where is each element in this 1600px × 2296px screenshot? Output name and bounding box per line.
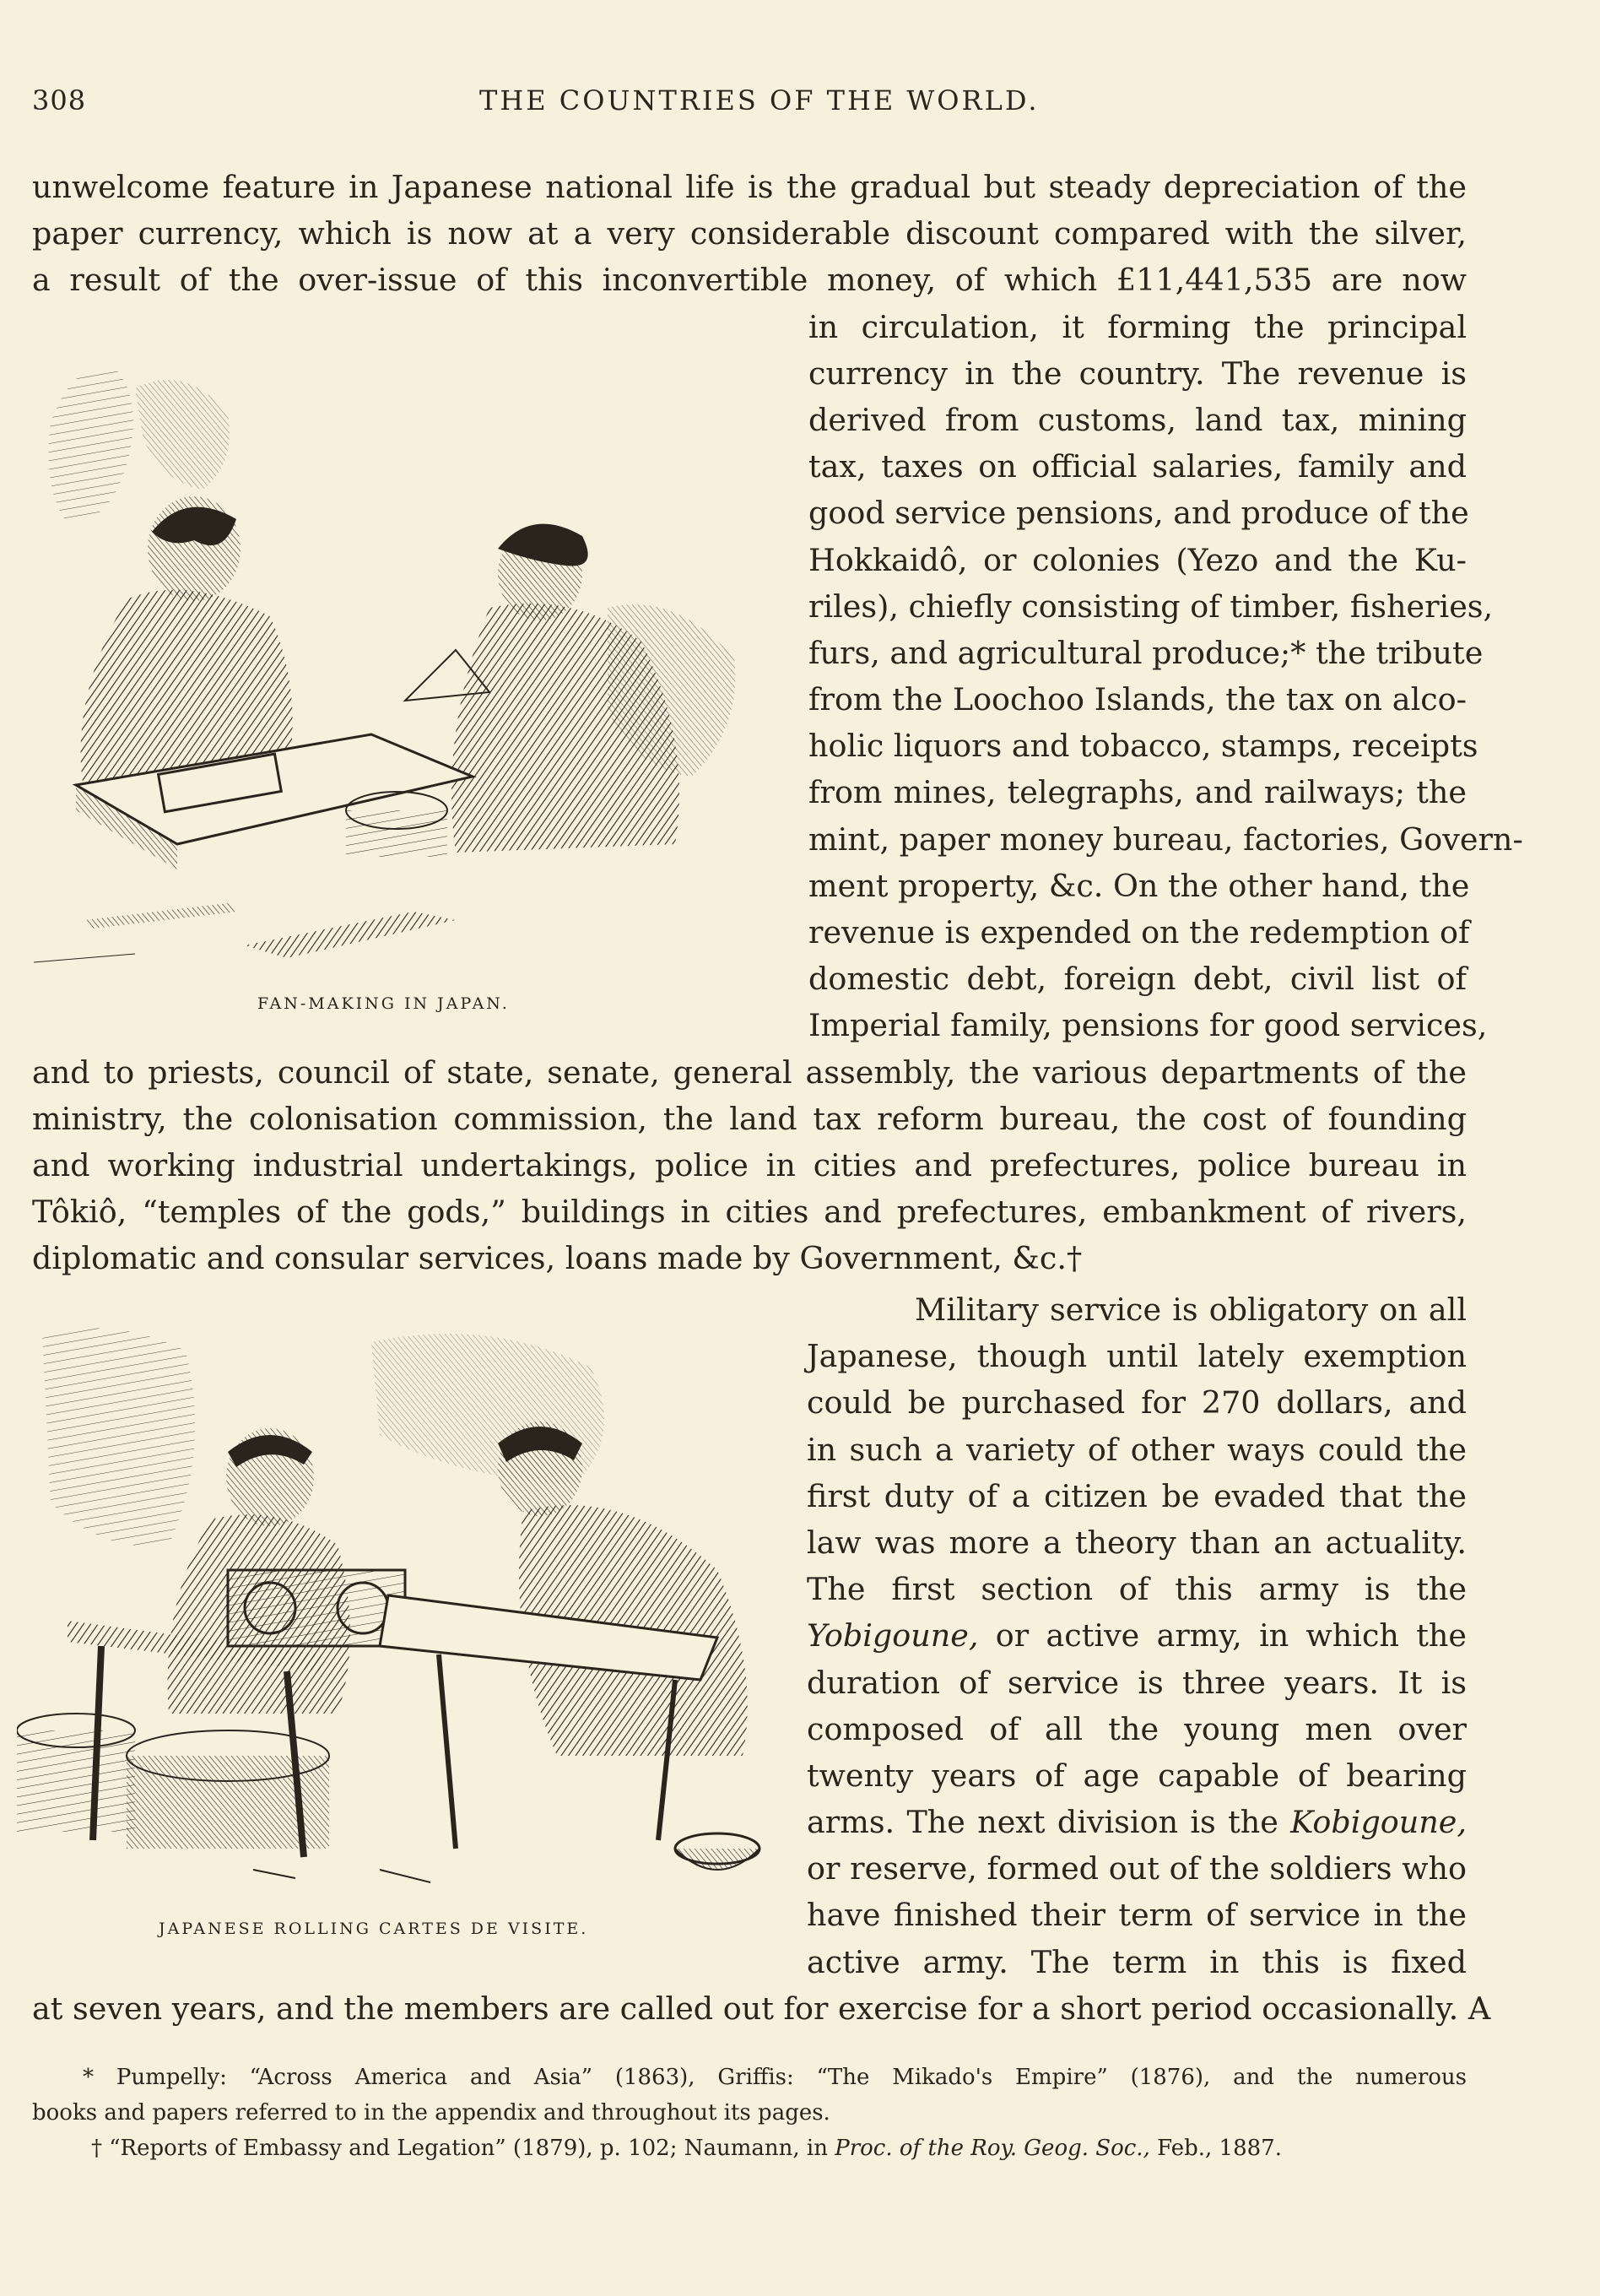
text-line (32, 1985, 1491, 2032)
text-line: mint, paper money bureau, factories, Govern- (808, 820, 1523, 858)
text-line: a result of the over-issue of this inconvertible money, of which £11,441,535 are now (32, 262, 1467, 299)
text-line: Tôkiô, “temples of the gods,” buildings in cities and prefectures, embankment of rivers, (32, 1194, 1467, 1231)
text-line: paper currency, which is now at a very considerable discount compared with the silver, (32, 215, 1467, 252)
text-line: diplomatic and consular services, loans made by Government, &c.† (32, 1240, 1083, 1277)
text-line: active army. The term in this is fixed (807, 1943, 1467, 1980)
journal-title: Proc. of the Roy. Geog. Soc., (835, 2136, 1150, 2161)
footnote-1-line: * Pumpelly: “Across America and Asia” (1863), Griffis: “The Mikado's Empire” (1876), and the numerous (83, 2065, 1467, 2090)
page-number: 308 (32, 84, 87, 116)
text-line: duration of service is three years. It is (807, 1664, 1467, 1701)
text-line: currency in the country. The revenue is (808, 355, 1467, 392)
text-line: riles), chiefly consisting of timber, fisheries, (808, 588, 1494, 625)
footnote-1-line: books and papers referred to in the appendix and throughout its pages. (32, 2100, 830, 2125)
illustration-rolling-cartes (17, 1317, 768, 1891)
footnote-text: † “Reports of Embassy and Legation” (1879), p. 102; Naumann, in (91, 2136, 835, 2161)
text-line: unwelcome feature in Japanese national life is the gradual but steady depreciation of the (32, 169, 1467, 205)
text-line: and working industrial undertakings, police in cities and prefectures, police bureau in (32, 1146, 1467, 1183)
text-line: Military service is obligatory on all (915, 1292, 1467, 1328)
text-line: The first section of this army is the (807, 1571, 1467, 1608)
text-span: arms. The next division is the (807, 1804, 1291, 1841)
text-line: Hokkaidô, or colonies (Yezo and the Ku- (808, 541, 1467, 578)
figure-caption-rolling-cartes: JAPANESE ROLLING CARTES DE VISITE. (159, 1920, 589, 1938)
text-line: could be purchased for 270 dollars, and (807, 1384, 1467, 1421)
figure-caption-fan-making: FAN-MAKING IN JAPAN. (257, 994, 510, 1013)
text-span: or active army, in which the (978, 1617, 1467, 1654)
text-line: twenty years of age capable of bearing (807, 1757, 1467, 1794)
text-line: ministry, the colonisation commission, the land tax reform bureau, the cost of founding (32, 1100, 1467, 1137)
text-line: law was more a theory than an actuality. (807, 1524, 1467, 1561)
running-title: THE COUNTRIES OF THE WORLD. (479, 84, 1040, 116)
text-line: domestic debt, foreign debt, civil list of (808, 961, 1467, 998)
text-line: from mines, telegraphs, and railways; the (808, 774, 1467, 811)
term-kobigoune: Kobigoune, (1290, 1804, 1467, 1841)
footnote-text: Feb., 1887. (1149, 2136, 1282, 2161)
text-line: Imperial family, pensions for good services, (808, 1007, 1488, 1044)
text-line: furs, and agricultural produce;* the tribute (808, 634, 1484, 671)
text-line: in such a variety of other ways could the (807, 1431, 1467, 1468)
illustration-fan-making (17, 338, 759, 988)
text-line (807, 1799, 1467, 1845)
text-line: derived from customs, land tax, mining (808, 401, 1467, 438)
text-line (807, 1612, 1467, 1659)
text-line: Japanese, though until lately exemption (807, 1338, 1467, 1375)
text-line: from the Loochoo Islands, the tax on alco- (808, 681, 1467, 718)
text-line: tax, taxes on official salaries, family and (808, 448, 1467, 485)
text-line: in circulation, it forming the principal (808, 308, 1467, 345)
term-yobigoune: Yobigoune, (807, 1617, 979, 1654)
text-line: composed of all the young men over (807, 1710, 1467, 1747)
running-head (32, 84, 1467, 127)
text-line: and to priests, council of state, senate, general assembly, the various departments of the (32, 1053, 1467, 1091)
text-line: holic liquors and tobacco, stamps, receipts (808, 728, 1478, 765)
rolling-cartes-engraving (17, 1317, 768, 1891)
text-line: or reserve, formed out of the soldiers who (807, 1850, 1467, 1887)
text-line: revenue is expended on the redemption of (808, 914, 1470, 950)
text-line: ment property, &c. On the other hand, the (808, 867, 1470, 904)
text-line: good service pensions, and produce of the (808, 495, 1469, 532)
text-span: at seven years, and the members are called out for exercise for a short period occasionally. (32, 1990, 1459, 2027)
text-line: first duty of a citizen be evaded that the (807, 1477, 1467, 1514)
text-span: A (1468, 1990, 1491, 2027)
footnotes (32, 2060, 1467, 2166)
footnote-2 (32, 2131, 1467, 2166)
fan-making-engraving (17, 338, 759, 988)
text-line: have finished their term of service in the (807, 1897, 1467, 1934)
